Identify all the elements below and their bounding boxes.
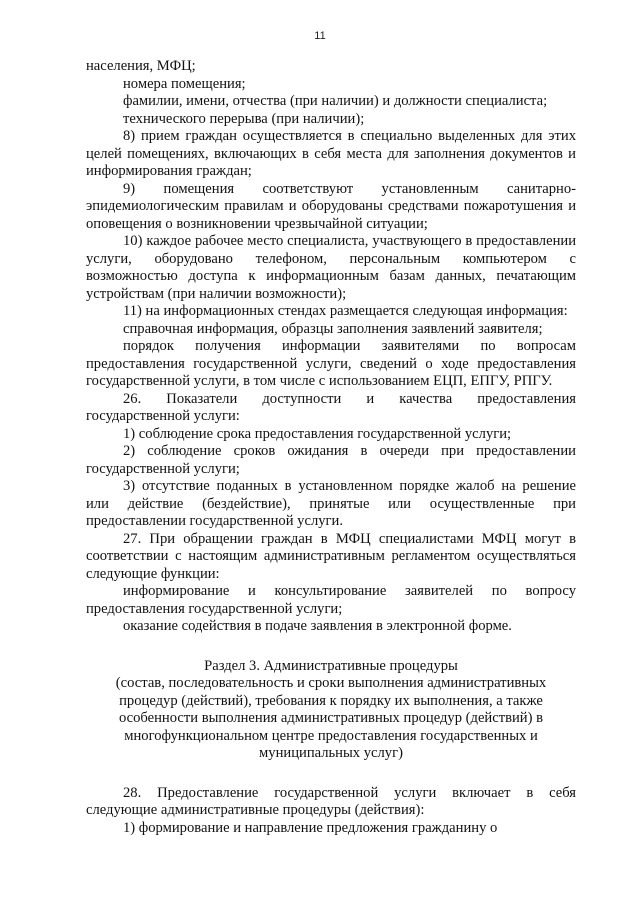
paragraph: оказание содействия в подаче заявления в электронной форме. (123, 618, 512, 634)
paragraph: 9) помещения соответствуют установленным санитарно-эпидемиологическим правилам и оборудованы средствами пожаротушения и оповещения о возникновении чрезвычайной ситуации; (86, 180, 576, 232)
paragraph: 26. Показатели доступности и качества предоставления государственной услуги: (86, 390, 576, 424)
paragraph: 10) каждое рабочее место специалиста, участвующего в предоставлении услуги, оборудовано телефоном, персональным компьютером с возможностью доступа к информационным базам данных, печатающим устройствам (при наличии возможности); (86, 233, 576, 302)
paragraph: населения, МФЦ; (86, 58, 196, 74)
paragraph: 28. Предоставление государственной услуги включает в себя следующие административные процедуры (действия): (86, 784, 576, 818)
paragraph: 2) соблюдение сроков ожидания в очереди при предоставлении государственной услуги; (86, 443, 576, 477)
section-title: Раздел 3. Административные процедуры (204, 657, 458, 674)
paragraph: технического перерыва (при наличии); (123, 110, 365, 127)
paragraph: 11) на информационных стендах размещается следующая информация: (123, 303, 568, 319)
paragraph: 3) отсутствие поданных в установленном порядке жалоб на решение или действие (бездействие), принятые или осуществленные при предоставлении государственной услуги. (86, 478, 576, 529)
paragraph: справочная информация, образцы заполнения заявлений заявителя; (123, 320, 543, 337)
document-body (86, 58, 576, 837)
paragraph: 8) прием граждан осуществляется в специально выделенных для этих целей помещениях, включающих в себя места для заполнения документов и информирования граждан; (86, 128, 576, 179)
paragraph: фамилии, имени, отчества (при наличии) и должности специалиста; (123, 93, 548, 109)
paragraph: 1) формирование и направление предложения гражданину о (123, 819, 498, 836)
paragraph: номера помещения; (123, 75, 246, 92)
section-subtitle: (состав, последовательность и сроки выполнения административных процедур (действий), требования к порядку их выполнения, а также особенности выполнения административных процедур (действий) в многофункциональном центре предоставления государственных и муниципальных услуг) (115, 675, 547, 761)
paragraph: 27. При обращении граждан в МФЦ специалистами МФЦ могут в соответствии с настоящим административным регламентом осуществляться следующие функции: (86, 530, 576, 582)
paragraph: информирование и консультирование заявителей по вопросу предоставления государственной услуги; (86, 583, 576, 617)
paragraph: порядок получения информации заявителями по вопросам предоставления государственной услуги, сведений о ходе предоставления государственной услуги, в том числе с использованием ЕЦП, ЕПГУ, РПГУ. (86, 338, 576, 389)
page-number: 11 (314, 30, 326, 42)
paragraph: 1) соблюдение срока предоставления государственной услуги; (123, 425, 512, 442)
